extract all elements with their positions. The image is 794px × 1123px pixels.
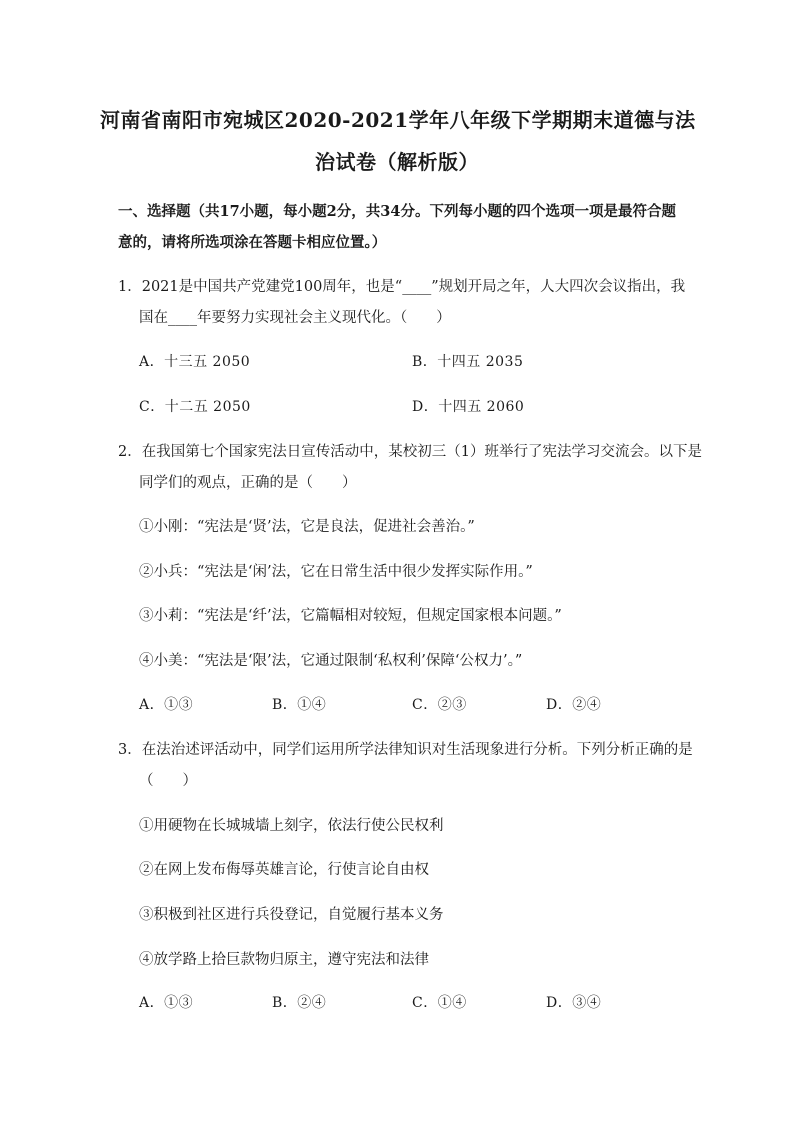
question-2-text-line-2: 同学们的观点，正确的是（ ） (139, 475, 357, 491)
question-3-option-d[interactable]: D．③④ (546, 995, 602, 1011)
question-3-option-a[interactable]: A．①③ (139, 995, 194, 1011)
question-2-option-d[interactable]: D．②④ (546, 697, 602, 713)
exam-title-line-1: 河南省南阳市宛城区2020-2021学年八年级下学期期末道德与法 (100, 108, 696, 132)
question-3-statement-1: ①用硬物在长城城墙上刻字，依法行使公民权利 (139, 818, 444, 834)
question-2-statement-4: ④小美：“宪法是‘限’法，它通过限制‘私权利’保障‘公权力’。” (139, 653, 523, 669)
question-2-option-a[interactable]: A．①③ (139, 697, 194, 713)
section-instructions-line-2: 意的，请将所选项涂在答题卡相应位置。） (118, 234, 387, 251)
question-1-option-d[interactable]: D．十四五 2060 (412, 399, 525, 415)
question-1-option-b[interactable]: B．十四五 2035 (412, 354, 524, 370)
section-instructions-line-1: 一、选择题（共17小题，每小题2分，共34分。下列每小题的四个选项一项是最符合题 (118, 203, 676, 220)
question-2-statement-1: ①小刚：“宪法是‘贤’法，它是良法，促进社会善治。” (139, 519, 475, 535)
question-3-text-line-1: 3．在法治述评活动中，同学们运用所学法律知识对生活现象进行分析。下列分析正确的是 (118, 742, 693, 758)
question-3-text-line-2: （ ） (139, 773, 197, 789)
question-3-option-c[interactable]: C．①④ (412, 995, 467, 1011)
question-2-option-c[interactable]: C．②③ (412, 697, 467, 713)
question-1-option-a[interactable]: A．十三五 2050 (139, 354, 251, 370)
question-3-statement-4: ④放学路上拾巨款物归原主，遵守宪法和法律 (139, 952, 429, 968)
question-2-text-line-1: 2．在我国第七个国家宪法日宣传活动中，某校初三（1）班举行了宪法学习交流会。以下是 (118, 444, 702, 460)
question-3-statement-3: ③积极到社区进行兵役登记，自觉履行基本义务 (139, 907, 444, 923)
question-2-statement-3: ③小莉：“宪法是‘纤’法，它篇幅相对较短，但规定国家根本问题。” (139, 608, 562, 624)
question-1-option-c[interactable]: C．十二五 2050 (139, 399, 251, 415)
exam-title-line-2: 治试卷（解析版） (315, 150, 479, 174)
question-3-option-b[interactable]: B．②④ (272, 995, 327, 1011)
question-1-text-line-1: 1．2021是中国共产党建党100周年，也是“____”规划开局之年，人大四次会议指出，我 (118, 279, 686, 295)
question-1-text-line-2: 国在____年要努力实现社会主义现代化。（ ） (139, 310, 451, 326)
question-2-option-b[interactable]: B．①④ (272, 697, 327, 713)
question-3-statement-2: ②在网上发布侮辱英雄言论，行使言论自由权 (139, 862, 429, 878)
question-2-statement-2: ②小兵：“宪法是‘闲’法，它在日常生活中很少发挥实际作用。” (139, 564, 533, 580)
